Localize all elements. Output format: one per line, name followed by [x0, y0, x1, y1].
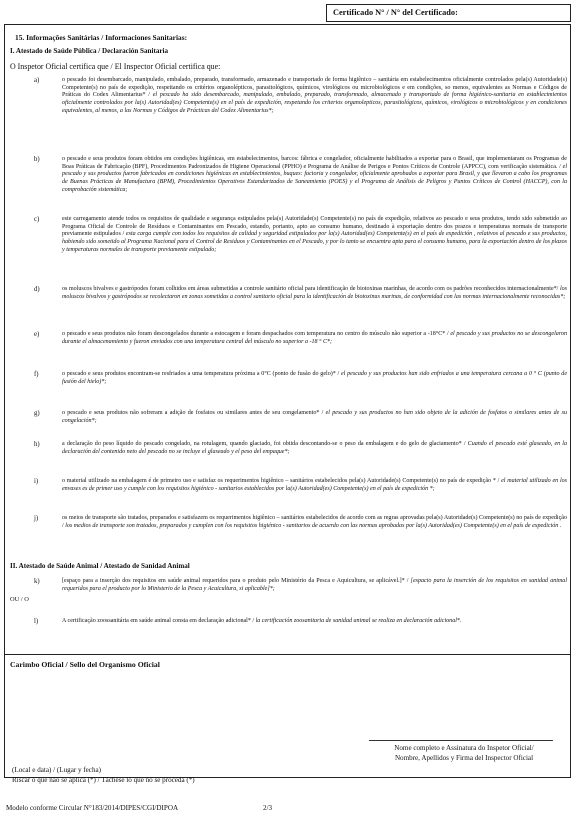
or-separator: OU / O	[10, 596, 29, 603]
page-number: 2/3	[263, 804, 273, 812]
stamp-title: Carimbo Oficial / Sello del Organismo Oficial	[10, 660, 160, 669]
section-title: 15. Informações Sanitárias / Informaciones Sanitarias:	[15, 33, 188, 42]
page-footer	[6, 804, 273, 812]
certificate-page	[4, 4, 571, 812]
official-stamp-section	[4, 655, 571, 784]
certificate-number-field: Certificado N° / N° del Certificado:	[326, 4, 571, 22]
animal-health-heading: II. Atestado de Saúde Animal / Atestado de Sanidad Animal	[10, 562, 190, 570]
model-reference: Modelo conforme Circular N°183/2014/DIPES/CGI/DIPOA	[6, 804, 179, 812]
sanitary-information-section: 15. Informações Sanitárias / Informaciones Sanitarias: I. Atestado de Saúde Pública / Declaración Sanitaria O Inspetor Oficial certifica que / El Inspector Oficial certifica que: a) o pescado foi desembarcado, manipulado, embalado, preparado, transformado, armazenado e transportado de forma higiênico – sanitária em estabelecimentos oficialmente controlados pela(s) Autoridade(s) Competente(s) no país de expedição, respeitando os critérios organolépticos, parasitológicos, químicos, virológicos ou microbiológicos e em condições, so menos, equivalentes as Normas e Códigos de Práticas do Codex Alimentarius* / el pescado ha sido desembarcado, manipulado, embalado, preparado, transformado, almacenado y transportado de forma higiénico-sanitaria en establecimientos oficialmente controlados por la(s) Autoridad(es) Competente(s) en el país de expedición, respetando los criterios organolepticos, parasitológicos, químicos, virológicos o microbiológicos y en condiciones equivalentes, al menos, a las Normas y Códigos de Prácticas del Codex Alimentarius*; b) o pescado e seus produtos foram obtidos em condições higiênicas, em estabelecimentos, barcos: fábrica e congelador, oficialmente habilitados a exportar para o Brasil, que implementaram os Programas de Boas Práticas de Fabricação (BPF), Procedimentos Padronizados de Higiene Operacional (PPHO) e Programa de Análise de Perigos e Pontos Críticos de Controle (APPCC), com verificação sistemática. / el pescado y sus productos fueron fabricados en condiciones higiénicas en establecimientos, buques: factoria y congelador, oficialmente aprobados a exportar para Brasil, y que llevaron a cabo los programas de Buenas Prácticas de Manufactura (BPM), Procedimientos Operativos Estandarizados de Saneamiento (POES) y el Programa de Análisis de Peligros y Puntos Críticos de Control (HACCP), con la comprobación sistemática; c) este carregamento atende todos os requisitos de qualidade e segurança estipulados pela(s) Autoridade(s) Competente(s) no país de expedição, relativos ao pescado e seus produtos, tendo sido submetido ao Programa Oficial de Controle de Resíduos e Contaminantes em Pescado, estando, portanto, apto ao consumo humano, destinado à exportação dentro dos prazos e temperaturas normais de transporte previamente estipulados / esta carga cumple con todos los requisitos de calidad y seguridad estipulados por la(s) Autoridad(es) Competente(s) en el país de expedición , relativos al pescado e sus productos, habiendo sido sometido al Programa Nacional para el Control de Residuos y Contaminantes en el Pescado, y por lo tanto se encuentra apta para el consumo humano, para la exportación dentro de los plazos y temperaturas normales de transporte previamente estipulado; d) os moluscos bivalves e gastrópodes foram colhidos em áreas submetidas a controle sanitário oficial para identificação de biotoxinas marinhas, de acordo com os padrões reconhecidos internacionalmente*/ los moluscos bivalvos y gastrópodos se recolectaron en zonas sometidas a control sanitario oficial para la identificación de biotoxinas marinas, de conformidad con las normas internacionalmente reconocidas*; e) o pescado e seus produtos não foram descongelados durante a estocagem e foram despachados com temperatura no centro do músculo não superior a -18°C* / el pescado y sus productos no se descongelaron durante el almacenamiento y fueron enviados con una temperatura central del músculo no superior a -18 ° C*; f) o pescado e seus produtos encontram-se resfriados a uma temperatura próxima a 0°C (ponto de fusão do gelo)* / el pescado y sus productos han sido enfriados a una temperatura cercana a 0 ° C (punto de fusión del hielo)*; g) o pescado e seus produtos não sofreram a adição de fosfatos ou similares antes de seu congelamento* / el pescado y sus productos no han sido objeto de la adición de fosfatos o similares antes de su congelación*; h) a declaração do peso líquido do pescado congelado, na rotulagem, quando glaciado, foi obtida descontando-se o peso da embalagem e do gelo de glaciamento* / Cuando el pescado esté glaseado, en la declaración del contenido neto del pescado no se incluye el glaseado y el peso del empaque*; i) o material utilizado na embalagem é de primeiro uso e satisfaz os requerimentos higiênico – sanitários estabelecidos pela(s) Autoridade(s) Competente(s) no país de expedição * / el material utilizado en los envases es de primer uso y cumple con los requisitos higiénico - sanitarios establecidos por la(s) Autoridad(es) Competente(s) en el país de expedición *; j) os meios de transporte são tratados, preparados e satisfazem os requerimentos higiênico – sanitários estabelecidos de acordo com as regras aprovadas pela(s) Autoridade(s) Competente(s) no país de expedição / los medios de transporte son tratados, preparados y cumplen con los requisitos higiénico - sanitarios de acuerdo con las normas aprobadas por la(s) Autoridad(es) Competente(s) en el país de expedición . II. Atestado de Saúde Animal / Atestado de Sanidad Animal k) [espaço para a inserção dos requisitos em saúde animal requeridos para o produto pelo Ministério da Pesca e Aquicultura, se aplicável.]* / [espacio para la inserción de los requisitos en sanidad animal requeridos para el producto por lo Ministerio de la Pesca y Acuicultura, si aplicable]*; OU / O l) A certificação zoossanitária em saúde animal consta em declaração adicional* / la certificación zoosanitaria de sanidad animal se realiza en declaración adicional*.	[4, 24, 571, 655]
strike-note: Riscar o que não se aplica (*) / Táchese lo que no se proceda (*)	[12, 776, 195, 784]
place-date-label: (Local e data) / (Lugar y fecha)	[12, 766, 102, 774]
inspector-intro: O Inspetor Oficial certifica que / El Inspector Oficial certifica que:	[10, 62, 221, 71]
signature-line	[369, 740, 553, 741]
signature-caption: Nome completo e Assinatura do Inspetor Oficial/ Nombre, Apellidos y Firma del Inspector Oficial	[394, 744, 534, 762]
public-health-heading: I. Atestado de Saúde Pública / Declaración Sanitaria	[10, 47, 169, 55]
